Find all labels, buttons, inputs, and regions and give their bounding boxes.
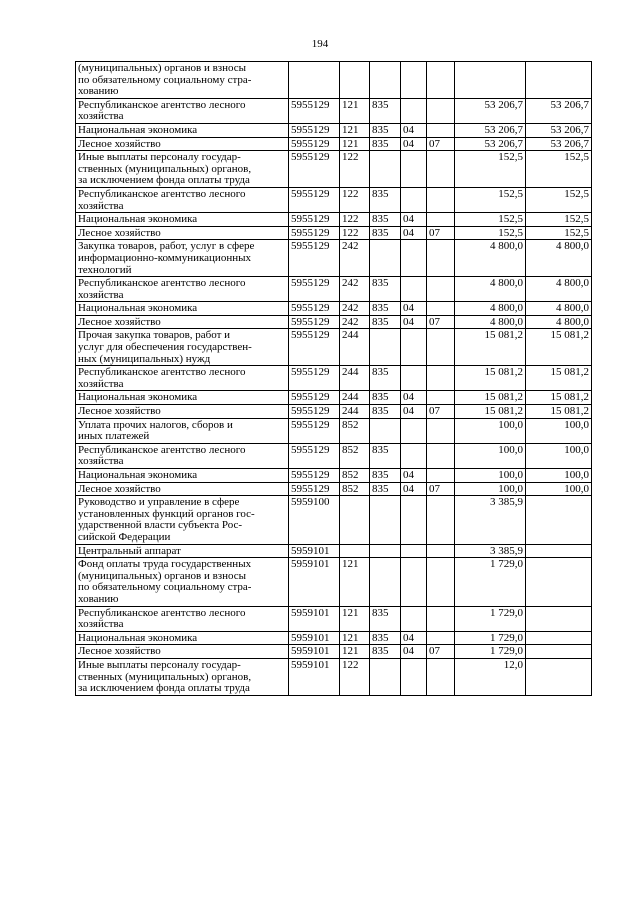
target-code-cell [289,62,340,99]
table-row [76,544,592,558]
department-code-cell [370,62,401,99]
amount-secondary-cell: 15 081,2 [526,329,592,366]
target-code-cell: 5955129 [289,226,340,240]
target-code-cell: 5955129 [289,469,340,483]
target-code-cell: 5955129 [289,187,340,212]
expense-type-cell: 852 [340,443,370,468]
department-code-cell [370,496,401,544]
section-cell: 04 [401,302,427,316]
section-cell: 04 [401,482,427,496]
amount-secondary-cell: 53 206,7 [526,98,592,123]
section-cell [401,496,427,544]
subsection-cell: 07 [427,137,455,151]
item-name-cell: Иные выплаты персоналу государ- ственных (муниципальных) органов, за исключением фонда оплаты труда [76,151,289,188]
table-row [76,366,592,391]
table-row [76,315,592,329]
target-code-cell: 5955129 [289,366,340,391]
table-row [76,226,592,240]
item-name-cell: Национальная экономика [76,123,289,137]
subsection-cell [427,469,455,483]
table-row [76,496,592,544]
item-name-cell: Лесное хозяйство [76,645,289,659]
subsection-cell [427,544,455,558]
target-code-cell: 5955129 [289,302,340,316]
table-row [76,302,592,316]
item-name-cell: Республиканское агентство лесного хозяйства [76,443,289,468]
target-code-cell: 5959101 [289,558,340,606]
section-cell [401,544,427,558]
amount-secondary-cell: 4 800,0 [526,277,592,302]
amount-cell: 15 081,2 [455,329,526,366]
item-name-cell: Лесное хозяйство [76,482,289,496]
department-code-cell: 835 [370,213,401,227]
item-name-cell: Республиканское агентство лесного хозяйства [76,606,289,631]
amount-secondary-cell [526,658,592,695]
amount-secondary-cell: 4 800,0 [526,315,592,329]
target-code-cell: 5959101 [289,645,340,659]
department-code-cell: 835 [370,315,401,329]
table-row [76,443,592,468]
amount-secondary-cell: 100,0 [526,469,592,483]
subsection-cell [427,277,455,302]
item-name-cell: Республиканское агентство лесного хозяйства [76,366,289,391]
target-code-cell: 5959101 [289,631,340,645]
department-code-cell: 835 [370,226,401,240]
amount-cell: 100,0 [455,469,526,483]
department-code-cell [370,329,401,366]
subsection-cell [427,443,455,468]
amount-cell: 4 800,0 [455,240,526,277]
table-row [76,329,592,366]
expense-type-cell: 242 [340,302,370,316]
amount-cell: 100,0 [455,418,526,443]
table-row [76,469,592,483]
table-row [76,645,592,659]
item-name-cell: Республиканское агентство лесного хозяйства [76,187,289,212]
table-row [76,98,592,123]
section-cell [401,98,427,123]
section-cell [401,62,427,99]
amount-secondary-cell [526,496,592,544]
amount-secondary-cell: 152,5 [526,226,592,240]
target-code-cell: 5955129 [289,315,340,329]
expense-type-cell: 121 [340,645,370,659]
amount-cell: 12,0 [455,658,526,695]
item-name-cell: (муниципальных) органов и взносы по обязательному социальному стра- хованию [76,62,289,99]
expense-type-cell: 242 [340,240,370,277]
expense-type-cell: 852 [340,418,370,443]
target-code-cell: 5955129 [289,137,340,151]
section-cell [401,418,427,443]
item-name-cell: Лесное хозяйство [76,405,289,419]
amount-secondary-cell: 152,5 [526,151,592,188]
subsection-cell [427,658,455,695]
amount-secondary-cell: 152,5 [526,187,592,212]
section-cell: 04 [401,123,427,137]
table-row [76,123,592,137]
subsection-cell [427,240,455,277]
subsection-cell [427,213,455,227]
target-code-cell: 5955129 [289,391,340,405]
item-name-cell: Лесное хозяйство [76,137,289,151]
amount-cell: 15 081,2 [455,391,526,405]
table-row [76,213,592,227]
table-row [76,631,592,645]
department-code-cell [370,544,401,558]
section-cell: 04 [401,315,427,329]
expense-type-cell: 122 [340,213,370,227]
amount-secondary-cell [526,544,592,558]
amount-cell: 53 206,7 [455,137,526,151]
amount-secondary-cell: 152,5 [526,213,592,227]
amount-cell: 3 385,9 [455,496,526,544]
table-row [76,658,592,695]
target-code-cell: 5955129 [289,482,340,496]
amount-cell: 1 729,0 [455,631,526,645]
amount-secondary-cell [526,645,592,659]
table-row [76,277,592,302]
subsection-cell [427,302,455,316]
item-name-cell: Национальная экономика [76,302,289,316]
amount-cell: 15 081,2 [455,366,526,391]
department-code-cell [370,240,401,277]
expense-type-cell: 121 [340,631,370,645]
department-code-cell: 835 [370,391,401,405]
subsection-cell: 07 [427,645,455,659]
section-cell [401,658,427,695]
item-name-cell: Национальная экономика [76,391,289,405]
amount-secondary-cell: 15 081,2 [526,405,592,419]
section-cell: 04 [401,137,427,151]
section-cell: 04 [401,405,427,419]
department-code-cell: 835 [370,123,401,137]
subsection-cell [427,391,455,405]
expense-type-cell [340,62,370,99]
department-code-cell: 835 [370,137,401,151]
target-code-cell: 5955129 [289,240,340,277]
expense-type-cell: 122 [340,151,370,188]
section-cell: 04 [401,213,427,227]
target-code-cell: 5959100 [289,496,340,544]
expense-type-cell: 121 [340,606,370,631]
section-cell: 04 [401,469,427,483]
target-code-cell: 5955129 [289,329,340,366]
department-code-cell: 835 [370,482,401,496]
expense-type-cell: 122 [340,187,370,212]
expense-type-cell: 121 [340,123,370,137]
subsection-cell [427,187,455,212]
amount-secondary-cell: 53 206,7 [526,123,592,137]
section-cell [401,606,427,631]
amount-cell [455,62,526,99]
department-code-cell: 835 [370,631,401,645]
expense-type-cell: 121 [340,558,370,606]
target-code-cell: 5955129 [289,443,340,468]
amount-secondary-cell [526,606,592,631]
amount-secondary-cell: 53 206,7 [526,137,592,151]
amount-cell: 3 385,9 [455,544,526,558]
department-code-cell: 835 [370,277,401,302]
item-name-cell: Прочая закупка товаров, работ и услуг для обеспечения государствен- ных (муниципальных) нужд [76,329,289,366]
table-row [76,187,592,212]
section-cell: 04 [401,226,427,240]
page-number: 194 [311,38,329,50]
amount-secondary-cell [526,558,592,606]
expense-type-cell: 121 [340,137,370,151]
target-code-cell: 5959101 [289,544,340,558]
expense-type-cell: 244 [340,366,370,391]
department-code-cell: 835 [370,645,401,659]
department-code-cell [370,151,401,188]
amount-cell: 4 800,0 [455,302,526,316]
department-code-cell [370,558,401,606]
subsection-cell: 07 [427,405,455,419]
amount-cell: 152,5 [455,151,526,188]
subsection-cell [427,98,455,123]
department-code-cell: 835 [370,366,401,391]
department-code-cell: 835 [370,469,401,483]
section-cell [401,277,427,302]
item-name-cell: Национальная экономика [76,213,289,227]
item-name-cell: Закупка товаров, работ, услуг в сфере информационно-коммуникационных технологий [76,240,289,277]
section-cell [401,329,427,366]
amount-cell: 1 729,0 [455,645,526,659]
budget-table-body [76,62,592,696]
subsection-cell: 07 [427,482,455,496]
expense-type-cell: 852 [340,482,370,496]
amount-cell: 4 800,0 [455,315,526,329]
subsection-cell [427,606,455,631]
amount-secondary-cell: 100,0 [526,482,592,496]
section-cell [401,366,427,391]
item-name-cell: Уплата прочих налогов, сборов и иных платежей [76,418,289,443]
expense-type-cell: 242 [340,277,370,302]
department-code-cell [370,658,401,695]
subsection-cell [427,329,455,366]
section-cell [401,443,427,468]
expense-type-cell: 244 [340,391,370,405]
item-name-cell: Национальная экономика [76,469,289,483]
item-name-cell: Фонд оплаты труда государственных (муниципальных) органов и взносы по обязательному социальному стра- хованию [76,558,289,606]
amount-cell: 152,5 [455,213,526,227]
item-name-cell: Руководство и управление в сфере установленных функций органов гос- ударственной власти субъекта Рос- сийской Федерации [76,496,289,544]
subsection-cell [427,558,455,606]
department-code-cell: 835 [370,187,401,212]
amount-cell: 15 081,2 [455,405,526,419]
item-name-cell: Национальная экономика [76,631,289,645]
amount-cell: 1 729,0 [455,558,526,606]
table-row [76,418,592,443]
target-code-cell: 5955129 [289,123,340,137]
table-row [76,391,592,405]
target-code-cell: 5955129 [289,418,340,443]
item-name-cell: Центральный аппарат [76,544,289,558]
amount-secondary-cell [526,631,592,645]
amount-secondary-cell: 100,0 [526,443,592,468]
table-row [76,151,592,188]
expense-type-cell: 242 [340,315,370,329]
department-code-cell: 835 [370,302,401,316]
target-code-cell: 5959101 [289,606,340,631]
table-row [76,482,592,496]
section-cell [401,187,427,212]
target-code-cell: 5959101 [289,658,340,695]
subsection-cell [427,123,455,137]
expense-type-cell: 121 [340,98,370,123]
subsection-cell [427,366,455,391]
department-code-cell: 835 [370,405,401,419]
expense-type-cell: 244 [340,405,370,419]
target-code-cell: 5955129 [289,98,340,123]
department-code-cell: 835 [370,606,401,631]
target-code-cell: 5955129 [289,405,340,419]
table-row [76,558,592,606]
subsection-cell: 07 [427,226,455,240]
section-cell [401,558,427,606]
subsection-cell [427,62,455,99]
table-row [76,62,592,99]
amount-cell: 4 800,0 [455,277,526,302]
expense-type-cell: 122 [340,658,370,695]
department-code-cell [370,418,401,443]
table-row [76,405,592,419]
amount-cell: 53 206,7 [455,98,526,123]
subsection-cell [427,631,455,645]
amount-secondary-cell: 15 081,2 [526,391,592,405]
item-name-cell: Республиканское агентство лесного хозяйства [76,98,289,123]
amount-cell: 152,5 [455,187,526,212]
budget-table [75,61,592,696]
subsection-cell [427,496,455,544]
section-cell: 04 [401,391,427,405]
amount-cell: 53 206,7 [455,123,526,137]
amount-cell: 152,5 [455,226,526,240]
section-cell: 04 [401,631,427,645]
item-name-cell: Иные выплаты персоналу государ- ственных (муниципальных) органов, за исключением фонда оплаты труда [76,658,289,695]
department-code-cell: 835 [370,443,401,468]
expense-type-cell: 122 [340,226,370,240]
amount-cell: 1 729,0 [455,606,526,631]
target-code-cell: 5955129 [289,277,340,302]
expense-type-cell: 244 [340,329,370,366]
table-row [76,606,592,631]
item-name-cell: Лесное хозяйство [76,226,289,240]
amount-secondary-cell [526,62,592,99]
amount-secondary-cell: 15 081,2 [526,366,592,391]
table-row [76,240,592,277]
target-code-cell: 5955129 [289,151,340,188]
amount-cell: 100,0 [455,443,526,468]
department-code-cell: 835 [370,98,401,123]
target-code-cell: 5955129 [289,213,340,227]
item-name-cell: Лесное хозяйство [76,315,289,329]
subsection-cell [427,151,455,188]
amount-secondary-cell: 100,0 [526,418,592,443]
section-cell [401,151,427,188]
section-cell [401,240,427,277]
expense-type-cell [340,496,370,544]
amount-secondary-cell: 4 800,0 [526,302,592,316]
subsection-cell [427,418,455,443]
expense-type-cell: 852 [340,469,370,483]
table-row [76,137,592,151]
section-cell: 04 [401,645,427,659]
expense-type-cell [340,544,370,558]
amount-secondary-cell: 4 800,0 [526,240,592,277]
item-name-cell: Республиканское агентство лесного хозяйства [76,277,289,302]
subsection-cell: 07 [427,315,455,329]
amount-cell: 100,0 [455,482,526,496]
